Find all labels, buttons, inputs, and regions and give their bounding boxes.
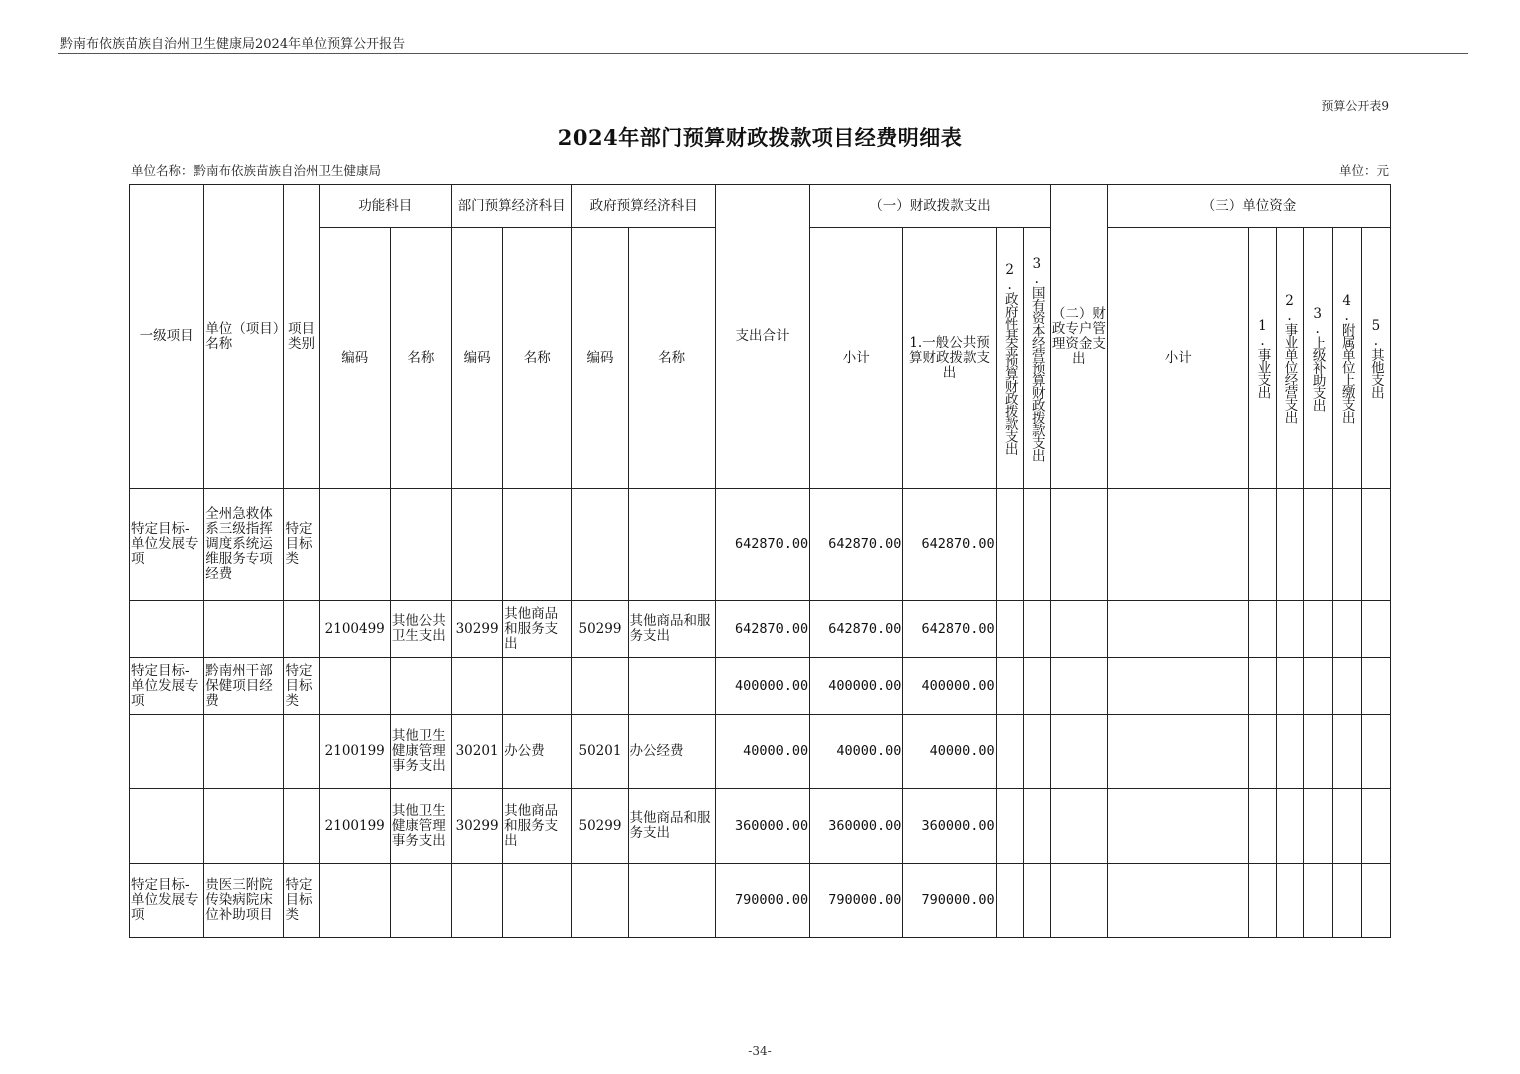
cell-f-code bbox=[319, 658, 390, 715]
cell-gov-fund bbox=[996, 489, 1023, 601]
cell-subsidy bbox=[1303, 658, 1332, 715]
cell-unit-subtotal bbox=[1108, 715, 1249, 789]
cell-total: 400000.00 bbox=[715, 658, 809, 715]
cell-unit-subtotal bbox=[1108, 789, 1249, 864]
cell-other bbox=[1361, 715, 1390, 789]
cell-g-code: 50299 bbox=[572, 601, 628, 658]
header-gov-code: 编码 bbox=[572, 228, 628, 489]
cell-state-capital bbox=[1023, 789, 1050, 864]
cell-gov-fund bbox=[996, 658, 1023, 715]
cell-g-name: 其他商品和服务支出 bbox=[628, 601, 715, 658]
cell-affiliated bbox=[1332, 658, 1361, 715]
cell-affiliated bbox=[1332, 864, 1361, 938]
cell-level1: 特定目标-单位发展专项 bbox=[130, 489, 204, 601]
cell-career bbox=[1249, 864, 1276, 938]
header-divider bbox=[58, 53, 1468, 54]
header-gov-econ: 政府预算经济科目 bbox=[572, 185, 715, 228]
cell-business bbox=[1276, 789, 1303, 864]
cell-f-name: 其他卫生健康管理事务支出 bbox=[390, 715, 451, 789]
header-career-label: 1.事业支出 bbox=[1254, 318, 1271, 398]
cell-g-name bbox=[628, 489, 715, 601]
cell-gov-fund bbox=[996, 864, 1023, 938]
cell-general: 642870.00 bbox=[903, 601, 996, 658]
cell-d-code: 30299 bbox=[452, 789, 503, 864]
cell-subsidy bbox=[1303, 601, 1332, 658]
cell-business bbox=[1276, 489, 1303, 601]
cell-f-name bbox=[390, 489, 451, 601]
cell-unit-subtotal bbox=[1108, 489, 1249, 601]
cell-gov-fund bbox=[996, 715, 1023, 789]
cell-total: 360000.00 bbox=[715, 789, 809, 864]
cell-total: 790000.00 bbox=[715, 864, 809, 938]
cell-unit bbox=[204, 715, 284, 789]
table-row bbox=[130, 489, 1391, 601]
header-level1: 一级项目 bbox=[130, 185, 204, 489]
header-career bbox=[1249, 228, 1276, 489]
header-gov-fund-label: 2.政府性基金预算财政拨款支出 bbox=[1001, 261, 1018, 455]
cell-g-name bbox=[628, 658, 715, 715]
cell-other bbox=[1361, 864, 1390, 938]
header-gov-fund bbox=[996, 228, 1023, 489]
header-state-capital-label: 3.国有资本经营预算财政拨款支出 bbox=[1028, 255, 1045, 461]
cell-general: 400000.00 bbox=[903, 658, 996, 715]
cell-career bbox=[1249, 601, 1276, 658]
header-dept-econ: 部门预算经济科目 bbox=[452, 185, 572, 228]
table-row bbox=[130, 715, 1391, 789]
cell-special-account bbox=[1050, 658, 1107, 715]
cell-d-code bbox=[452, 489, 503, 601]
table-row bbox=[130, 789, 1391, 864]
cell-f-name: 其他公共卫生支出 bbox=[390, 601, 451, 658]
table-label: 预算公开表9 bbox=[1321, 99, 1389, 113]
cell-business bbox=[1276, 864, 1303, 938]
cell-unit: 全州急救体系三级指挥调度系统运维服务专项经费 bbox=[204, 489, 284, 601]
cell-gov-fund bbox=[996, 789, 1023, 864]
cell-special-account bbox=[1050, 601, 1107, 658]
cell-subtotal: 642870.00 bbox=[810, 601, 903, 658]
cell-subsidy bbox=[1303, 489, 1332, 601]
cell-d-name bbox=[503, 864, 572, 938]
cell-state-capital bbox=[1023, 864, 1050, 938]
cell-general: 40000.00 bbox=[903, 715, 996, 789]
page-title: 2024年部门预算财政拨款项目经费明细表 bbox=[557, 125, 963, 150]
cell-general: 360000.00 bbox=[903, 789, 996, 864]
header-total: 支出合计 bbox=[715, 185, 809, 489]
header-other bbox=[1361, 228, 1390, 489]
header-function-subject: 功能科目 bbox=[319, 185, 451, 228]
header-unit-subtotal: 小计 bbox=[1108, 228, 1249, 489]
header-dept-name: 名称 bbox=[503, 228, 572, 489]
cell-level1 bbox=[130, 715, 204, 789]
header-fiscal-subtotal: 小计 bbox=[810, 228, 903, 489]
page-header: 黔南布依族苗族自治州卫生健康局2024年单位预算公开报告 bbox=[60, 37, 406, 52]
header-subsidy bbox=[1303, 228, 1332, 489]
cell-special-account bbox=[1050, 715, 1107, 789]
page-number: -34- bbox=[748, 1044, 772, 1058]
header-general-public: 1.一般公共预算财政拨款支出 bbox=[903, 228, 996, 489]
header-other-label: 5.其他支出 bbox=[1367, 318, 1384, 398]
header-gov-name: 名称 bbox=[628, 228, 715, 489]
cell-type bbox=[284, 715, 319, 789]
cell-state-capital bbox=[1023, 715, 1050, 789]
unit-measure: 单位：元 bbox=[1338, 163, 1389, 178]
cell-g-code bbox=[572, 658, 628, 715]
cell-d-name: 办公费 bbox=[503, 715, 572, 789]
cell-state-capital bbox=[1023, 658, 1050, 715]
cell-d-name bbox=[503, 489, 572, 601]
cell-subtotal: 790000.00 bbox=[810, 864, 903, 938]
cell-d-name: 其他商品和服务支出 bbox=[503, 601, 572, 658]
cell-career bbox=[1249, 658, 1276, 715]
cell-subsidy bbox=[1303, 789, 1332, 864]
cell-d-code bbox=[452, 658, 503, 715]
cell-other bbox=[1361, 789, 1390, 864]
cell-f-name bbox=[390, 658, 451, 715]
header-affiliated bbox=[1332, 228, 1361, 489]
cell-g-code: 50201 bbox=[572, 715, 628, 789]
cell-affiliated bbox=[1332, 715, 1361, 789]
cell-g-code: 50299 bbox=[572, 789, 628, 864]
header-unit-funds: （三）单位资金 bbox=[1108, 185, 1391, 228]
cell-level1 bbox=[130, 601, 204, 658]
cell-subsidy bbox=[1303, 864, 1332, 938]
header-state-capital bbox=[1023, 228, 1050, 489]
cell-unit: 贵医三附院传染病院床位补助项目 bbox=[204, 864, 284, 938]
cell-general: 790000.00 bbox=[903, 864, 996, 938]
header-unit-project: 单位（项目）名称 bbox=[204, 185, 284, 489]
header-subsidy-label: 3.上级补助支出 bbox=[1309, 305, 1326, 411]
cell-other bbox=[1361, 658, 1390, 715]
cell-total: 40000.00 bbox=[715, 715, 809, 789]
cell-level1: 特定目标-单位发展专项 bbox=[130, 864, 204, 938]
cell-d-name bbox=[503, 658, 572, 715]
cell-business bbox=[1276, 601, 1303, 658]
cell-unit: 黔南州干部保健项目经费 bbox=[204, 658, 284, 715]
header-fiscal: （一）财政拨款支出 bbox=[810, 185, 1051, 228]
cell-d-code: 30299 bbox=[452, 601, 503, 658]
cell-unit-subtotal bbox=[1108, 601, 1249, 658]
header-affiliated-label: 4.附属单位上缴支出 bbox=[1338, 293, 1355, 423]
cell-career bbox=[1249, 789, 1276, 864]
cell-subtotal: 642870.00 bbox=[810, 489, 903, 601]
cell-f-code bbox=[319, 489, 390, 601]
cell-f-name bbox=[390, 864, 451, 938]
cell-f-code: 2100199 bbox=[319, 789, 390, 864]
cell-total: 642870.00 bbox=[715, 489, 809, 601]
cell-f-code bbox=[319, 864, 390, 938]
cell-affiliated bbox=[1332, 489, 1361, 601]
cell-g-code bbox=[572, 864, 628, 938]
cell-d-code bbox=[452, 864, 503, 938]
unit-name: 单位名称：黔南布依族苗族自治州卫生健康局 bbox=[131, 163, 382, 178]
cell-special-account bbox=[1050, 864, 1107, 938]
cell-type: 特定目标类 bbox=[284, 864, 319, 938]
cell-subtotal: 40000.00 bbox=[810, 715, 903, 789]
cell-g-code bbox=[572, 489, 628, 601]
cell-subtotal: 360000.00 bbox=[810, 789, 903, 864]
cell-total: 642870.00 bbox=[715, 601, 809, 658]
header-project-type: 项目类别 bbox=[284, 185, 319, 489]
cell-g-name bbox=[628, 864, 715, 938]
cell-g-name: 其他商品和服务支出 bbox=[628, 789, 715, 864]
header-business bbox=[1276, 228, 1303, 489]
header-dept-code: 编码 bbox=[452, 228, 503, 489]
cell-f-code: 2100499 bbox=[319, 601, 390, 658]
cell-g-name: 办公经费 bbox=[628, 715, 715, 789]
cell-f-name: 其他卫生健康管理事务支出 bbox=[390, 789, 451, 864]
cell-type: 特定目标类 bbox=[284, 489, 319, 601]
header-business-label: 2.事业单位经营支出 bbox=[1281, 293, 1298, 423]
cell-state-capital bbox=[1023, 489, 1050, 601]
cell-business bbox=[1276, 658, 1303, 715]
table-row bbox=[130, 601, 1391, 658]
cell-level1: 特定目标-单位发展专项 bbox=[130, 658, 204, 715]
cell-f-code: 2100199 bbox=[319, 715, 390, 789]
cell-unit-subtotal bbox=[1108, 864, 1249, 938]
table-row bbox=[130, 864, 1391, 938]
cell-type bbox=[284, 601, 319, 658]
cell-level1 bbox=[130, 789, 204, 864]
cell-affiliated bbox=[1332, 789, 1361, 864]
cell-type: 特定目标类 bbox=[284, 658, 319, 715]
cell-business bbox=[1276, 715, 1303, 789]
header-function-code: 编码 bbox=[319, 228, 390, 489]
cell-affiliated bbox=[1332, 601, 1361, 658]
header-function-name: 名称 bbox=[390, 228, 451, 489]
cell-subsidy bbox=[1303, 715, 1332, 789]
budget-detail-table bbox=[129, 184, 1391, 938]
cell-subtotal: 400000.00 bbox=[810, 658, 903, 715]
cell-general: 642870.00 bbox=[903, 489, 996, 601]
cell-career bbox=[1249, 715, 1276, 789]
cell-special-account bbox=[1050, 489, 1107, 601]
cell-other bbox=[1361, 489, 1390, 601]
cell-state-capital bbox=[1023, 601, 1050, 658]
header-special-account: （二）财政专户管理资金支出 bbox=[1050, 185, 1107, 489]
cell-unit-subtotal bbox=[1108, 658, 1249, 715]
cell-other bbox=[1361, 601, 1390, 658]
cell-gov-fund bbox=[996, 601, 1023, 658]
cell-special-account bbox=[1050, 789, 1107, 864]
cell-d-code: 30201 bbox=[452, 715, 503, 789]
cell-unit bbox=[204, 789, 284, 864]
cell-type bbox=[284, 789, 319, 864]
table-row bbox=[130, 658, 1391, 715]
cell-d-name: 其他商品和服务支出 bbox=[503, 789, 572, 864]
cell-career bbox=[1249, 489, 1276, 601]
cell-unit bbox=[204, 601, 284, 658]
header-row-1 bbox=[130, 185, 1391, 228]
